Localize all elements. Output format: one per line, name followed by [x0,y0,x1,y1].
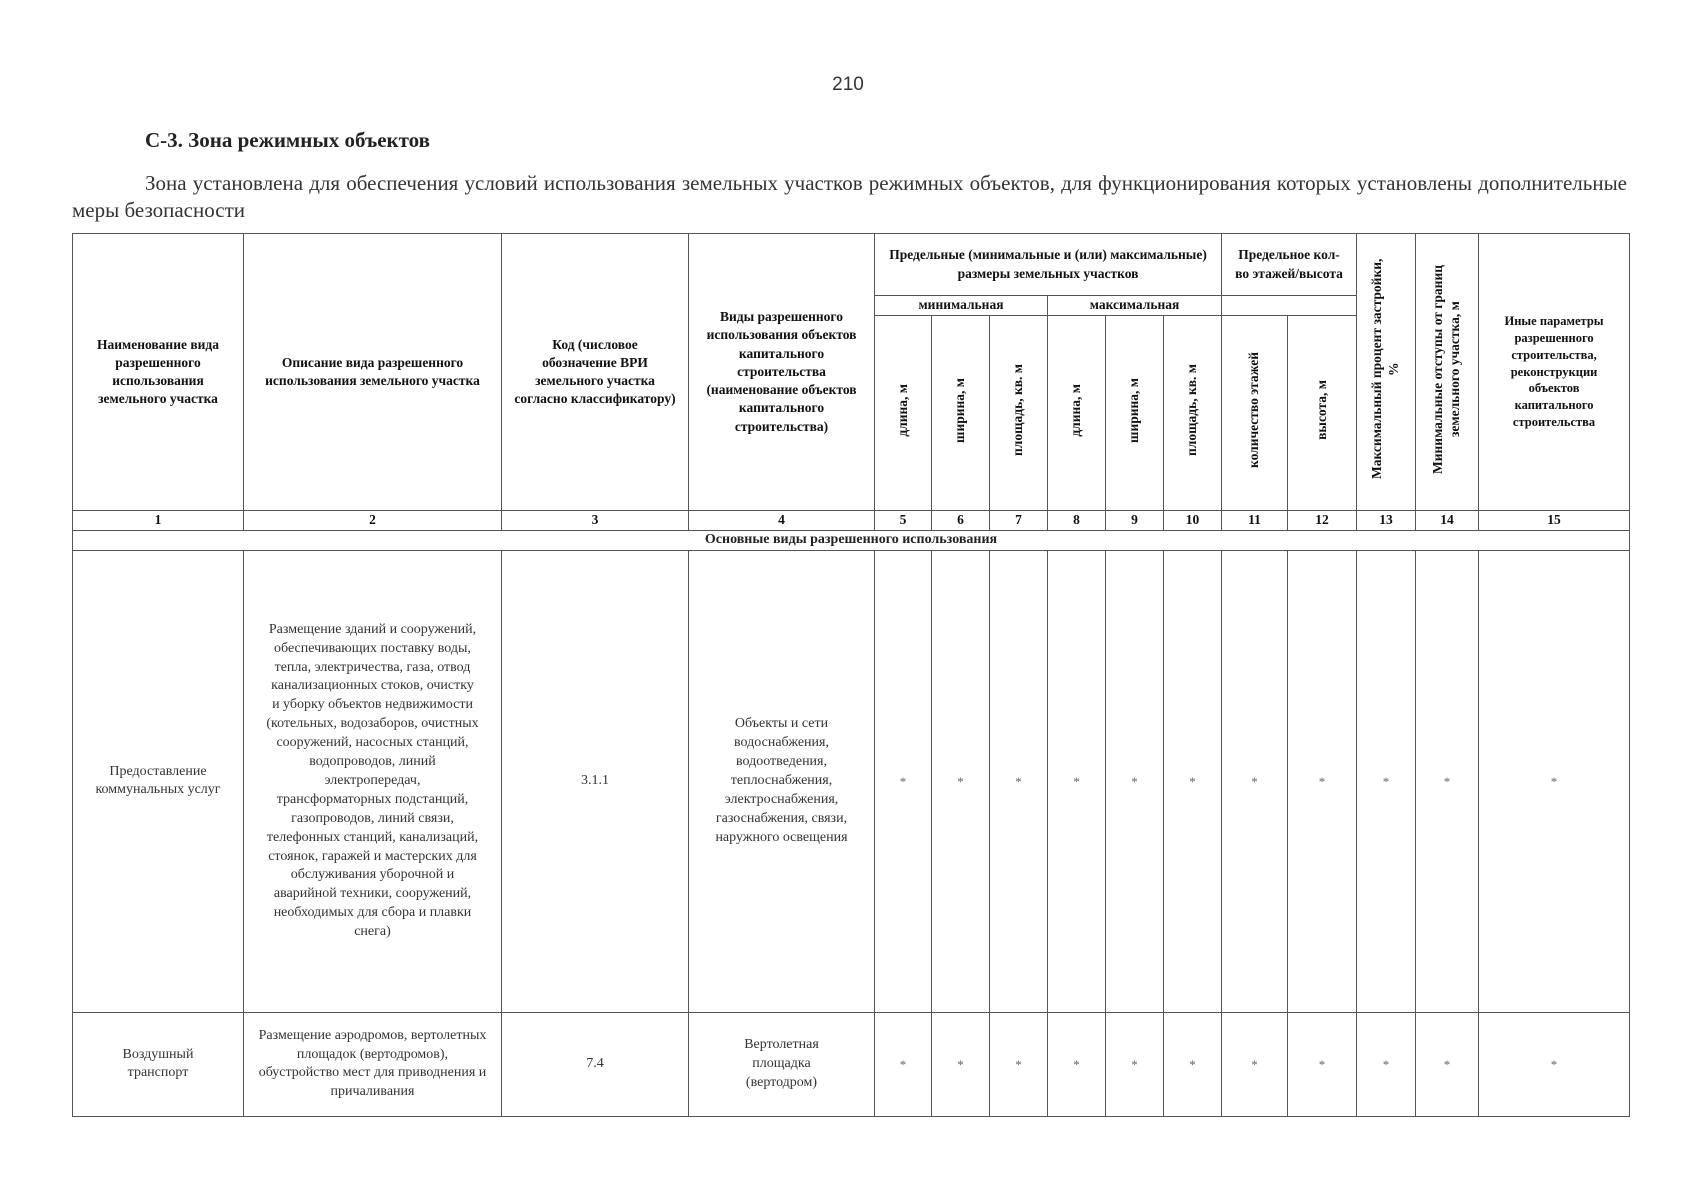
header-min-length: длина, м [875,316,932,511]
column-number: 4 [689,511,875,531]
header-max-length: длина, м [1048,316,1106,511]
column-number: 7 [990,511,1048,531]
column-number: 8 [1048,511,1106,531]
row-value: * [1288,550,1357,1012]
header-description: Описание вида разрешенного использования земельного участка [244,234,502,511]
header-other-params: Иные параметры разрешенного строительства, реконструкции объектов капитального строительства [1479,234,1630,511]
row-value: * [1357,550,1416,1012]
header-min-setbacks: Минимальные отступы от границ земельного участка, м [1416,234,1479,511]
section-title: Основные виды разрешенного использования [73,531,1630,551]
row-name: Воздушный транспорт [73,1012,244,1116]
row-name: Предоставление коммунальных услуг [73,550,244,1012]
row-objects: Объекты и сети водоснабжения, водоотведения, теплоснабжения, электроснабжения, газоснабжения, связи, наружного освещения [689,550,875,1012]
column-number: 15 [1479,511,1630,531]
row-value: * [1479,1012,1630,1116]
row-value: * [1048,1012,1106,1116]
row-value: * [1048,550,1106,1012]
header-height: высота, м [1288,316,1357,511]
row-value: * [1416,550,1479,1012]
header-min-width: ширина, м [932,316,990,511]
row-value: * [875,550,932,1012]
header-maximum: максимальная [1048,296,1222,316]
row-value: * [1288,1012,1357,1116]
row-value: * [990,1012,1048,1116]
row-description: Размещение зданий и сооружений, обеспечивающих поставку воды, тепла, электричества, газа, отвод канализационных стоков, очистку и уборку объектов недвижимости (котельных, водозаборов, очистных сооружений, насосных станций, водопроводов, линий электропередач, трансформаторных подстанций, газопроводов, линий связи, телефонных станций, канализаций, стоянок, гаражей и мастерских для обслуживания уборочной и аварийной техники, сооружений, необходимых для сбора и плавки снега) [244,550,502,1012]
row-value: * [1106,1012,1164,1116]
column-number: 6 [932,511,990,531]
zone-description: Зона установлена для обеспечения условий использования земельных участков режимных объектов, для функционирования которых установлены дополнительные меры безопасности [72,171,1627,222]
column-number: 9 [1106,511,1164,531]
row-value: * [1479,550,1630,1012]
column-number: 5 [875,511,932,531]
row-value: * [932,550,990,1012]
column-number: 1 [73,511,244,531]
column-number: 13 [1357,511,1416,531]
header-min-area: площадь, кв. м [990,316,1048,511]
row-value: * [1222,1012,1288,1116]
row-objects: Вертолетная площадка (вертодром) [689,1012,875,1116]
row-value: * [932,1012,990,1116]
section-row [73,531,1630,551]
row-value: * [1164,550,1222,1012]
row-value: * [1222,550,1288,1012]
column-number: 10 [1164,511,1222,531]
row-value: * [875,1012,932,1116]
table-row [73,550,1630,1012]
row-code: 7.4 [502,1012,689,1116]
row-value: * [990,550,1048,1012]
row-value: * [1357,1012,1416,1116]
column-number: 14 [1416,511,1479,531]
header-name: Наименование вида разрешенного использования земельного участка [73,234,244,511]
header-max-building-percent: Максимальный процент застройки, % [1357,234,1416,511]
zone-title: С-3. Зона режимных объектов [145,128,430,152]
row-value: * [1164,1012,1222,1116]
column-number: 3 [502,511,689,531]
header-max-area: площадь, кв. м [1164,316,1222,511]
header-max-width: ширина, м [1106,316,1164,511]
header-objects: Виды разрешенного использования объектов капитального строительства (наименование объектов капитального строительства) [689,234,875,511]
header-plot-sizes: Предельные (минимальные и (или) максимальные) размеры земельных участков [875,234,1222,296]
row-description: Размещение аэродромов, вертолетных площадок (вертодромов), обустройство мест для приводнения и причаливания [244,1012,502,1116]
column-numbers-row [73,511,1630,531]
regulations-table [72,233,1630,1117]
header-code: Код (числовое обозначение ВРИ земельного участка согласно классификатору) [502,234,689,511]
row-value: * [1106,550,1164,1012]
header-minimum: минимальная [875,296,1048,316]
row-value: * [1416,1012,1479,1116]
header-floors-height: Предельное кол-во этажей/высота [1222,234,1357,296]
column-number: 2 [244,511,502,531]
row-code: 3.1.1 [502,550,689,1012]
page-number: 210 [832,74,864,95]
column-number: 11 [1222,511,1288,531]
header-floors-count: количество этажей [1222,316,1288,511]
column-number: 12 [1288,511,1357,531]
header-floors-spacer [1222,296,1357,316]
table-row [73,1012,1630,1116]
